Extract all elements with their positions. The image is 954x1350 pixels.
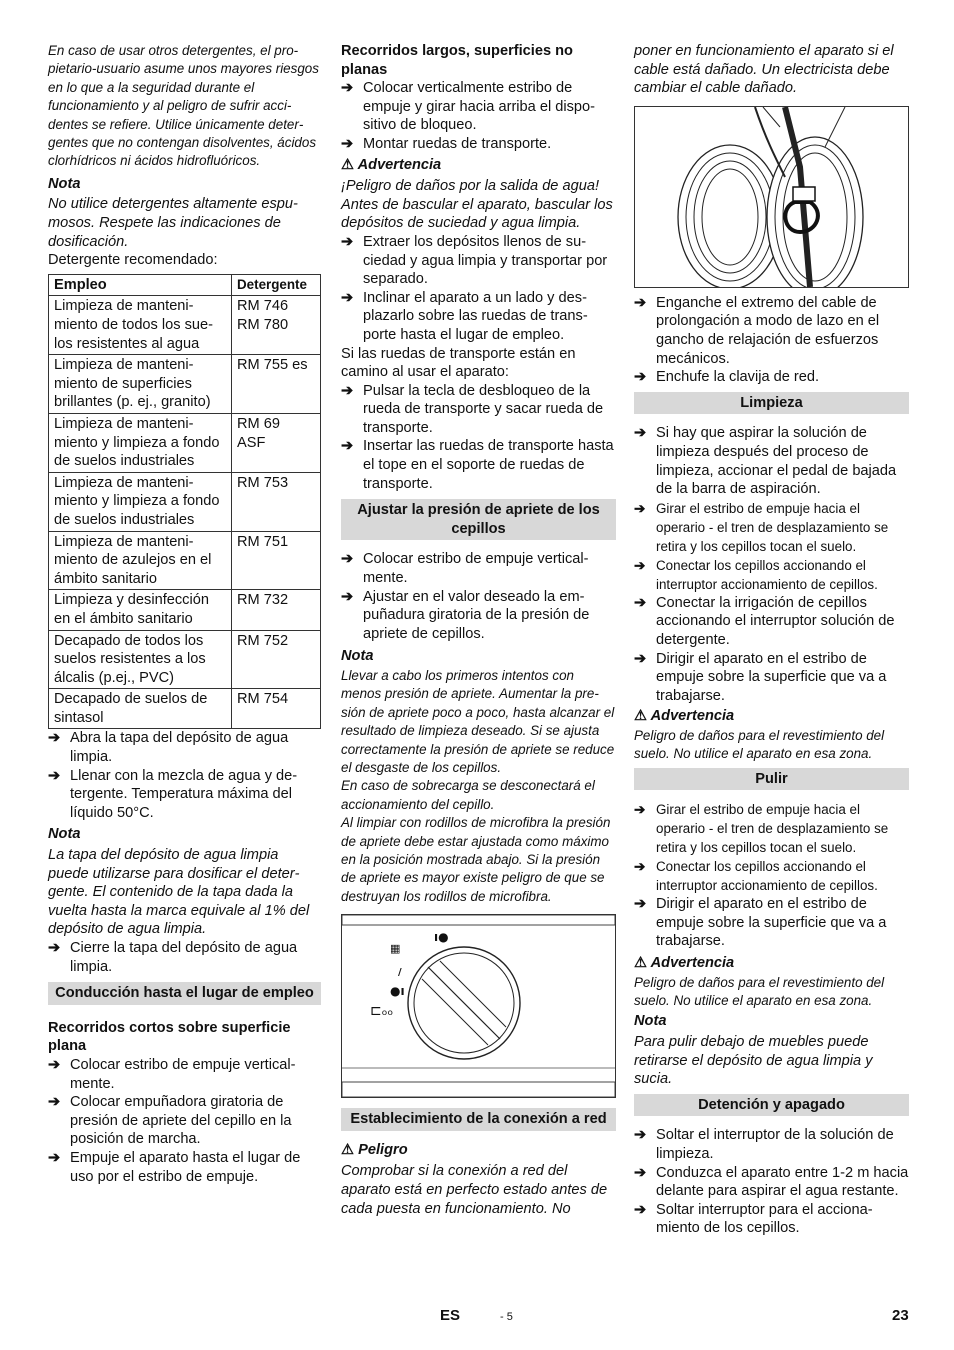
table-cell: Limpieza de mantenimiento de azulejos en el ámbito sanitario: [49, 531, 232, 590]
svg-text:⊏ₒₒ: ⊏ₒₒ: [370, 1003, 394, 1020]
svg-text:●ı: ●ı: [390, 984, 405, 999]
detergente-label: Detergente recomendado:: [48, 252, 218, 269]
list-item: [341, 382, 616, 438]
step-text: Llenar con la mezcla de agua y detergente. Temperatura máxima del líquido 50°C.: [70, 767, 298, 821]
step-text: Si hay que aspirar la solución de limpieza después del proceso de limpieza, accionar el pedal de bajada de la barra de aspiración.: [656, 425, 897, 498]
svg-text:/: /: [398, 967, 402, 979]
arrow-icon: ➔: [48, 1149, 61, 1166]
step-text: Conduzca el aparato entre 1-2 m hacia delante para aspirar el agua restante.: [656, 1164, 909, 1200]
table-cell: Limpieza de mantenimiento y limpieza a fondo de suelos industriales: [49, 472, 232, 531]
step-text: Enganche el extremo del cable de prolongación a modo de lazo en el gancho de relajación de esfuerzos mecánicos.: [656, 294, 880, 367]
table-cell: Decapado de suelos de sintasol: [49, 689, 232, 729]
arrow-icon: ➔: [634, 859, 646, 875]
column-3: [634, 42, 909, 1238]
arrow-icon: ➔: [634, 1127, 647, 1144]
table-cell: RM 732: [232, 590, 321, 630]
nota-text: La tapa del depósito de agua limpia puede utilizarse para dosificar el detergente. El contenido de la tapa dada la vuelta hasta la marca equivale al 1% del depósito de agua limpia.: [48, 847, 310, 938]
step-text: Colocar estribo de empuje verticalmente.: [70, 1056, 296, 1092]
arrow-icon: ➔: [341, 233, 354, 250]
step-text: Insertar las ruedas de transporte hasta el tope en el soporte de ruedas de transporte.: [363, 438, 614, 492]
table-cell: Limpieza y desinfección en el ámbito sanitario: [49, 590, 232, 630]
list-item: [634, 857, 909, 895]
table-cell: Limpieza de mantenimiento de todos los suelos resistentes al agua: [49, 296, 232, 355]
section-heading: Establecimiento de la conexión a red: [341, 1108, 616, 1131]
arrow-icon: ➔: [634, 594, 647, 611]
table-cell: Limpieza de mantenimiento de superficies brillantes (p. ej., granito): [49, 355, 232, 414]
step-text: Cierre la tapa del depósito de agua limpia.: [70, 940, 298, 975]
section-heading: Detención y apagado: [634, 1094, 909, 1117]
table-cell: Limpieza de mantenimiento y limpieza a fondo de suelos industriales: [49, 413, 232, 472]
arrow-icon: ➔: [48, 1094, 61, 1111]
column-1: [48, 42, 321, 1186]
warning-title: ⚠ Advertencia: [634, 955, 735, 972]
warning-icon: ⚠: [341, 1141, 355, 1158]
footer-local-page: [500, 1307, 513, 1327]
step-text: Soltar interruptor para el accionamiento de los cepillos.: [656, 1201, 873, 1237]
step-text: Girar el estribo de empuje hacia el operario - el tren de desplazamiento se retira y los cepillos tocan el suelo.: [656, 802, 889, 856]
arrow-icon: ➔: [634, 650, 647, 667]
step-text: Conectar la irrigación de cepillos accionando el interruptor solución de detergente.: [656, 594, 895, 648]
table-row: [49, 590, 321, 630]
arrow-icon: ➔: [634, 500, 646, 516]
list-item: [634, 800, 909, 857]
list-item: [341, 233, 616, 289]
list-item: [634, 594, 909, 650]
list-item: [48, 1093, 321, 1149]
table-header-row: [49, 274, 321, 296]
list-item: [48, 1056, 321, 1093]
cable-hook-illustration: [635, 107, 908, 287]
list-item: [48, 1149, 321, 1186]
arrow-icon: ➔: [341, 551, 354, 568]
pressure-knob-figure: [341, 914, 616, 1098]
arrow-icon: ➔: [341, 289, 354, 306]
step-text: Colocar estribo de empuje verticalmente.: [363, 551, 589, 587]
arrow-icon: ➔: [341, 80, 354, 97]
step-text: Dirigir el aparato en el estribo de empuje sobre la superficie que va a trabajarse.: [656, 896, 887, 950]
nota-text: Llevar a cabo los primeros intentos con menos presión de apriete. Aumentar la presión de apriete poco a poco, hasta alcanzar el resultado de limpieza deseado. Si se ajusta correctamente la presión de apriete se reduce el desgaste de los cepillos.: [341, 668, 615, 776]
section-heading: Conducción hasta el lugar de empleo: [48, 982, 321, 1005]
list-item: [634, 294, 909, 368]
arrow-icon: ➔: [341, 588, 354, 605]
arrow-icon: ➔: [341, 382, 354, 399]
list-item: [634, 368, 909, 387]
nota-title: Nota: [48, 175, 81, 192]
list-item: [634, 499, 909, 556]
danger-text-continued: poner en funcionamiento el aparato si el cable está dañado. Un electricista debe cambiar el cable dañado.: [634, 43, 894, 97]
list-item: [341, 289, 616, 345]
subheading: Recorridos largos, superficies no planas: [341, 43, 573, 78]
table-row: [49, 630, 321, 689]
table-cell: RM 755 es: [232, 355, 321, 414]
arrow-icon: ➔: [48, 767, 61, 784]
step-text: Extraer los depósitos llenos de suciedad y agua limpia y transportar por separado.: [363, 233, 608, 288]
svg-text:ı●: ı●: [434, 930, 449, 945]
table-row: [49, 531, 321, 590]
table-cell: RM 69 ASF: [232, 413, 321, 472]
list-item: [634, 556, 909, 594]
warning-icon: ⚠: [634, 955, 648, 972]
detergent-table: [48, 274, 321, 730]
list-item: [634, 1164, 909, 1201]
step-text: Conectar los cepillos accionando el interruptor accionamiento de cepillos.: [656, 557, 878, 592]
nota-title: Nota: [634, 1013, 667, 1030]
warning-title: ⚠ Advertencia: [634, 708, 735, 725]
list-item: [634, 650, 909, 706]
step-text: Enchufe la clavija de red.: [656, 369, 820, 386]
arrow-icon: ➔: [48, 730, 61, 747]
section-heading: Limpieza: [634, 392, 909, 415]
intro-paragraph: En caso de usar otros detergentes, el propietario-usuario asume unos mayores riesgos en lo que a la seguridad durante el funcionamiento y al peligro de sufrir accidentes se refiere. Utilice únicamente detergentes que no contengan disolventes, ácidos clorhídricos ni ácidos hidrofluóricos.: [48, 43, 319, 169]
table-row: [49, 689, 321, 729]
list-item: [48, 767, 321, 823]
table-cell: RM 751: [232, 531, 321, 590]
nota-title: Nota: [48, 826, 81, 843]
step-text: Abra la tapa del depósito de agua limpia.: [70, 730, 289, 766]
warning-icon: ⚠: [341, 156, 355, 173]
list-item: [341, 588, 616, 644]
step-text: Conectar los cepillos accionando el interruptor accionamiento de cepillos.: [656, 859, 878, 894]
list-item: [634, 424, 909, 498]
warning-icon: ⚠: [634, 708, 648, 725]
list-item: [341, 437, 616, 493]
list-item: [341, 79, 616, 135]
step-text: Colocar empuñadora giratoria de presión de apriete del cepillo en la posición de marcha.: [70, 1094, 292, 1148]
table-row: [49, 413, 321, 472]
nota-text: No utilice detergentes altamente espumosos. Respete las indicaciones de dosificación.: [48, 196, 298, 250]
table-cell: RM 752: [232, 630, 321, 689]
nota-title: Nota: [341, 648, 374, 665]
danger-title: ⚠ Peligro: [341, 1141, 408, 1158]
subheading: Recorridos cortos sobre superficie plana: [48, 1019, 291, 1055]
step-text: Soltar el interruptor de la solución de limpieza.: [656, 1127, 894, 1163]
list-item: [341, 550, 616, 587]
table-header: Detergente: [232, 274, 321, 296]
arrow-icon: ➔: [634, 1164, 647, 1181]
list-item: [634, 895, 909, 951]
table-cell: RM 746 RM 780: [232, 296, 321, 355]
arrow-icon: ➔: [341, 135, 354, 152]
step-text: Montar ruedas de transporte.: [363, 135, 552, 152]
table-cell: RM 753: [232, 472, 321, 531]
arrow-icon: ➔: [341, 438, 354, 455]
step-text: Pulsar la tecla de desbloqueo de la rueda de transporte y sacar rueda de transporte.: [363, 382, 604, 436]
column-2: [341, 42, 616, 1218]
list-item: [48, 729, 321, 766]
list-item: [341, 135, 616, 154]
warning-text: ¡Peligro de daños por la salida de agua! Antes de bascular el aparato, bascular los depósitos de suciedad y agua limpia.: [341, 178, 613, 232]
arrow-icon: ➔: [634, 557, 646, 573]
table-cell: RM 754: [232, 689, 321, 729]
arrow-icon: ➔: [634, 1201, 647, 1218]
table-cell: Decapado de todos los suelos resistentes a los álcalis (p.ej., PVC): [49, 630, 232, 689]
arrow-icon: ➔: [634, 802, 646, 818]
footer-page-number: 23: [892, 1307, 909, 1324]
step-text: Girar el estribo de empuje hacia el operario - el tren de desplazamiento se retira y los cepillos tocan el suelo.: [656, 500, 889, 554]
cable-hook-figure: [634, 106, 909, 288]
table-row: [49, 472, 321, 531]
footer-language: ES: [440, 1307, 461, 1324]
warning-title: ⚠ Advertencia: [341, 156, 442, 173]
list-item: [634, 1126, 909, 1163]
footer-local-page-text: - 5: [500, 1311, 513, 1323]
arrow-icon: ➔: [634, 369, 647, 386]
arrow-icon: ➔: [634, 896, 647, 913]
step-text: Inclinar el aparato a un lado y desplazarlo sobre las ruedas de transporte hasta el lugar de empleo.: [363, 289, 588, 343]
warning-text: Peligro de daños para el revestimiento del suelo. No utilice el aparato en esa zona.: [634, 727, 885, 762]
step-text: Ajustar en el valor deseado la empuñadura giratoria de la presión de apriete de cepillos.: [363, 588, 590, 642]
pressure-knob-diagram: [342, 915, 615, 1097]
nota-text: Para pulir debajo de muebles puede retirarse el depósito de agua limpia y sucia.: [634, 1034, 873, 1088]
nota-text: Al limpiar con rodillos de microfibra la presión de apriete debe estar ajustada como máximo en la posición mostrada abajo. Si la presión de apriete es mayor existe peligro de que se destruyan los rodillos de microfibra.: [341, 815, 611, 904]
list-item: [48, 939, 321, 976]
step-text: Dirigir el aparato en el estribo de empuje sobre la superficie que va a trabajarse.: [656, 650, 887, 704]
paragraph: Si las ruedas de transporte están en camino al usar el aparato:: [341, 345, 576, 381]
arrow-icon: ➔: [48, 1056, 61, 1073]
arrow-icon: ➔: [634, 294, 647, 311]
table-row: [49, 355, 321, 414]
danger-text: Comprobar si la conexión a red del aparato está en perfecto estado antes de cada puesta en funcionamiento. No: [341, 1163, 608, 1217]
table-header: Empleo: [49, 274, 232, 296]
warning-text: Peligro de daños para el revestimiento del suelo. No utilice el aparato en esa zona.: [634, 974, 885, 1009]
section-heading: Ajustar la presión de apriete de los cepillos: [341, 499, 616, 540]
arrow-icon: ➔: [48, 940, 61, 956]
nota-text: En caso de sobrecarga se desconectará el accionamiento del cepillo.: [341, 778, 595, 812]
svg-text:▦: ▦: [390, 942, 401, 956]
step-text: Colocar verticalmente estribo de empuje y girar hacia arriba el dispositivo de bloqueo.: [363, 80, 596, 134]
list-item: [634, 1201, 909, 1238]
arrow-icon: ➔: [634, 425, 647, 442]
section-heading: Pulir: [634, 768, 909, 791]
table-row: [49, 296, 321, 355]
step-text: Empuje el aparato hasta el lugar de uso por el estribo de empuje.: [70, 1149, 301, 1185]
